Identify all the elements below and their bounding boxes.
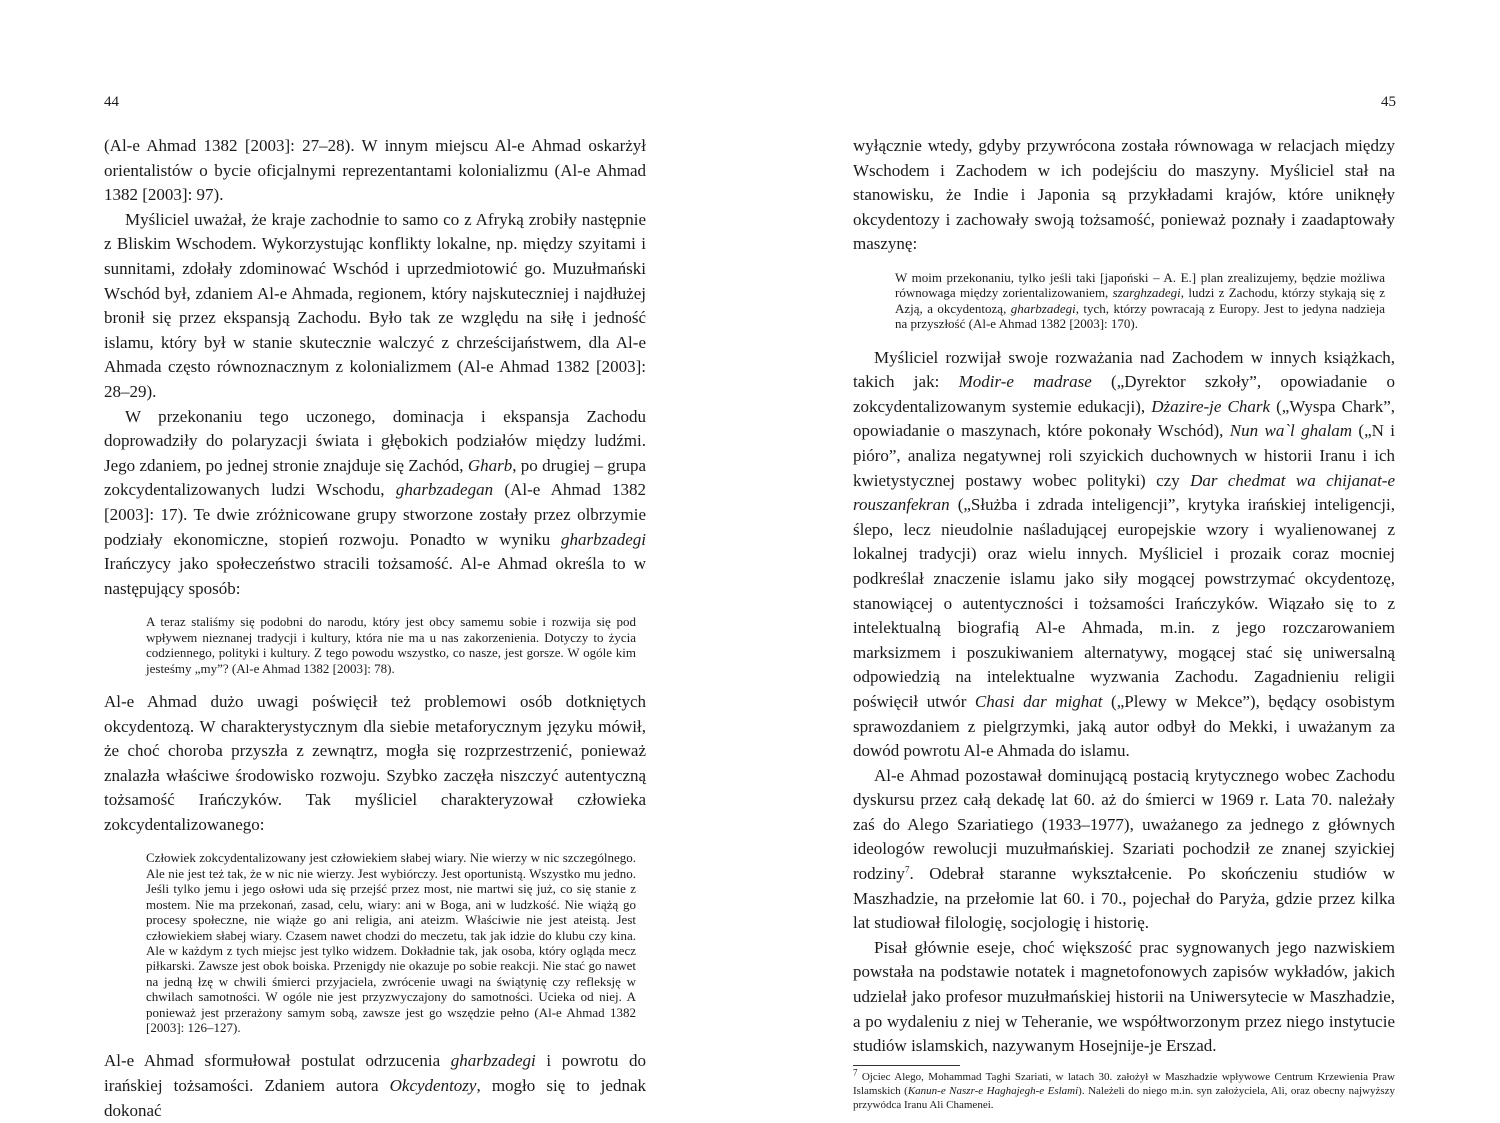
text-block xyxy=(853,134,1395,1112)
page-number: 44 xyxy=(104,94,119,110)
block-quote: W moim przekonaniu, tylko jeśli taki [japoński – A. E.] plan zrealizujemy, będzie możliwa równowaga między zorientalizowaniem, szarghzadegi, ludzi z Zachodu, którzy stykają się z Azją, a okcydentozą, gharbzadegi, tych, którzy powracają z Europy. Jest to jedyna nadzieja na przyszłość (Al-e Ahmad 1382 [2003]: 170). xyxy=(895,269,1385,332)
italic-term: gharbzadegi xyxy=(561,529,646,549)
italic-term: Kanun-e Naszr-e Haghajegh-e Eslami xyxy=(907,1084,1079,1097)
paragraph: wyłącznie wtedy, gdyby przywrócona została równowaga w relacjach między Wschodem i Zachodem w ich podejściu do maszyny. Myśliciel stał na stanowisku, że Indie i Japonia są przykładami krajów, które uniknęły okcydentozy i zachowały swoją tożsamość, ponieważ poznały i zaadaptowały maszynę: xyxy=(853,136,1395,254)
text-block xyxy=(104,134,646,1123)
paragraph: (Al-e Ahmad 1382 [2003]: 27–28). W innym miejscu Al-e Ahmad oskarżył orientalistów o bycie oficjalnymi reprezentantami kolonializmu (Al-e Ahmad 1382 [2003]: 97). xyxy=(104,136,646,205)
italic-term: gharbzadegan xyxy=(395,480,494,500)
right-page xyxy=(750,0,1500,1111)
paragraph: Myśliciel rozwijał swoje rozważania nad Zachodem w innych książkach, takich jak: Modir-e madrase („Dyrektor szkoły”, opowiadanie o zokcydentalizowanym systemie edukacji), Dżazire-je Chark („Wyspa Chark”, opowiadanie o maszynach, które pokonały Wschód), Nun wa`l ghalam („N i pióro”, analiza negatywnej roli szyickich duchownych w historii Iranu i ich kwietystycznej postawy wobec polityki) czy Dar chedmat wa chijanat-e rouszanfekran („Służba i zdrada inteligencji”, krytyka irańskiej inteligencji, ślepo, lecz nieudolnie naśladującej europejskie wzory i wyalienowanej z lokalnej tradycji) oraz wielu innych. Myśliciel i prozaik coraz mocniej podkreślał znaczenie islamu jako siły mogącej powstrzymać okcydentozę, stanowiącej o autentyczności i tożsamości Irańczyków. Wiązało się to z intelektualną biografią Al-e Ahmada, m.in. z jego rozczarowaniem marksizmem i poszukiwaniem alternatywy, mogącej stać się uniwersalną odpowiedzią na intelektualne wyzwania Zachodu. Zagadnieniu religii poświęcił utwór Chasi dar mighat („Plewy w Mekce”), będący osobistym sprawozdaniem z pielgrzymki, jaką autor odbył do Mekki, i uważanym za dowód powrotu Al-e Ahmada do islamu. xyxy=(853,347,1396,761)
footnote: $^7$ Ojciec Alego, Mohammad Taghi Szariati, w latach 30. założył w Maszhadzie wpływowe Centrum Krzewienia Praw Islamskich (Kanun-e Naszr-e Haghajegh-e Eslami). Należeli do niego m.in. syn założyciela, Ali, oraz obecny najwyższy przywódca Iranu Ali Chamenei. xyxy=(853,1067,1396,1111)
paragraph: Al-e Ahmad sformułował postulat odrzucenia gharbzadegi i powrotu do irańskiej tożsamości. Zdaniem autora Okcydentozy, mogło się to jednak dokonać xyxy=(104,1051,646,1120)
paragraph: Pisał głównie eseje, choć większość prac sygnowanych jego nazwiskiem powstała na podstawie notatek i magnetofonowych zapisów wykładów, jakich udzielał jako profesor muzułmańskiej historii na Uniwersytecie w Maszhadzie, a po wydaleniu z niej w Teheranie, we współtworzonym przez niego instytucie studiów islamskich, nazywanym Hosejnije-je Erszad. xyxy=(853,937,1395,1056)
italic-term: gharbzadegi xyxy=(1010,300,1076,316)
paragraph: Al-e Ahmad pozostawał dominującą postacią krytycznego wobec Zachodu dyskursu przez całą dekadę lat 60. aż do śmierci w 1969 r. Lata 70. należały zaś do Alego Szariatiego (1933–1977), uważanego za jednego z głównych ideologów rewolucji muzułmańskiej. Szariati pochodził ze znanej szyickiej rodziny$^7$. Odebrał staranne wykształcenie. Po skończeniu studiów w Maszhadzie, na przełomie lat 60. i 70., pojechał do Paryża, gdzie przez kilka lat studiował filologię, socjologię i historię. xyxy=(853,765,1395,933)
italic-title: Chasi dar mighat xyxy=(974,691,1103,711)
italic-title: Okcydentozy xyxy=(389,1075,477,1095)
paragraph: Myśliciel uważał, że kraje zachodnie to samo co z Afryką zrobiły następnie z Bliskim Wschodem. Wykorzystując konflikty lokalne, np. między szyitami i sunnitami, zdołały zdominować Wschód i uprzedmiotowić go. Muzułmański Wschód był, zdaniem Al-e Ahmada, regionem, który najskuteczniej i najdłużej bronił się przez ekspansją Zachodu. Było tak ze względu na siłę i jedność islamu, który był w stanie skutecznie walczyć z chrześcijaństwem, dla Al-e Ahmada często równoznacznym z kolonializmem (Al-e Ahmad 1382 [2003]: 28–29). xyxy=(104,209,646,401)
italic-term: szarghzadegi xyxy=(1112,285,1181,301)
paragraph: Al-e Ahmad dużo uwagi poświęcił też problemowi osób dotkniętych okcydentozą. W charakterystycznym dla siebie metaforycznym języku mówił, że choć choroba przyszła z zewnątrz, mogła się rozprzestrzenić, ponieważ znalazła właściwe środowisko rozwoju. Szybko zaczęła niszczyć autentyczną tożsamość Irańczyków. Tak myśliciel charakteryzował człowieka zokcydentalizowanego: xyxy=(104,691,646,834)
footnote-number: 7 xyxy=(853,1067,858,1078)
italic-title: Dżazire-je Chark xyxy=(1151,396,1271,416)
italic-title: Modir-e madrase xyxy=(958,372,1092,392)
block-quote: Człowiek zokcydentalizowany jest człowiekiem słabej wiary. Nie wierzy w nic szczególnego. Ale nie jest też tak, że w nic nie wierzy. Jest wybiórczy. Jest oportunistą. Wszystko mu jedno. Jeśli tylko jemu i jego osłowi uda się przejść przez most, nie martwi się już, co się stanie z mostem. Nie ma przekonań, zasad, celu, wiary: ani w Boga, ani w ludzkość. Nie wiążą go procesy społeczne, nie wiąże go ani religia, ani ateizm. Właściwie nie jest ateistą. Jest człowiekiem słabej wiary. Czasem nawet chodzi do meczetu, tak jak idzie do klubu czy kina. Ale w każdym z tych miejsc jest tylko widzem. Dokładnie tak, jak osoba, który ogląda mecz piłkarski. Zawsze jest obok boiska. Przenigdy nie okazuje po sobie reakcji. Nie stać go nawet na jedną łzę w chwili śmierci przyjaciela, zwrócenie uwagi na świątynię czy refleksję w chwilach samotności. W ogóle nie jest przyzwyczajony do samotności. Ucieka od niej. A ponieważ jest przerażony samym sobą, zawsze jest go wszędzie pełno (Al-e Ahmad 1382 [2003]: 126–127). xyxy=(146,850,636,1035)
italic-title: Dar chedmat wa chijanat-e rouszanfekran xyxy=(853,470,1396,515)
footnote-ref: 7 xyxy=(904,864,910,875)
italic-title: Nun wa`l ghalam xyxy=(1229,421,1353,441)
italic-term: gharbzadegi xyxy=(450,1051,536,1071)
footnote-divider xyxy=(853,1065,960,1066)
left-page xyxy=(0,0,750,1120)
block-quote: A teraz staliśmy się podobni do narodu, który jest obcy samemu sobie i rozwija się pod wpływem nieznanej tradycji i kultury, która nie ma u nas zakorzenienia. Dotyczy to życia codziennego, polityki i kultury. Z tego powodu wszystko, co nasze, jest gorsze. W ogóle kim jesteśmy „my”? (Al-e Ahmad 1382 [2003]: 78). xyxy=(146,614,636,676)
page-number: 45 xyxy=(1381,94,1396,110)
paragraph: W przekonaniu tego uczonego, dominacja i ekspansja Zachodu doprowadziły do polaryzacji świata i głębokich podziałów między ludźmi. Jego zdaniem, po jednej stronie znajduje się Zachód, Gharb, po drugiej – grupa zokcydentalizowanych ludzi Wschodu, gharbzadegan (Al-e Ahmad 1382 [2003]: 17). Te dwie zróżnicowane grupy stworzone zostały przez olbrzymie podziały ekonomiczne, stopień rozwoju. Ponadto w wyniku gharbzadegi Irańczycy jako społeczeństwo stracili tożsamość. Al-e Ahmad określa to w następujący sposób: xyxy=(104,406,647,598)
italic-term: Gharb xyxy=(467,455,513,475)
